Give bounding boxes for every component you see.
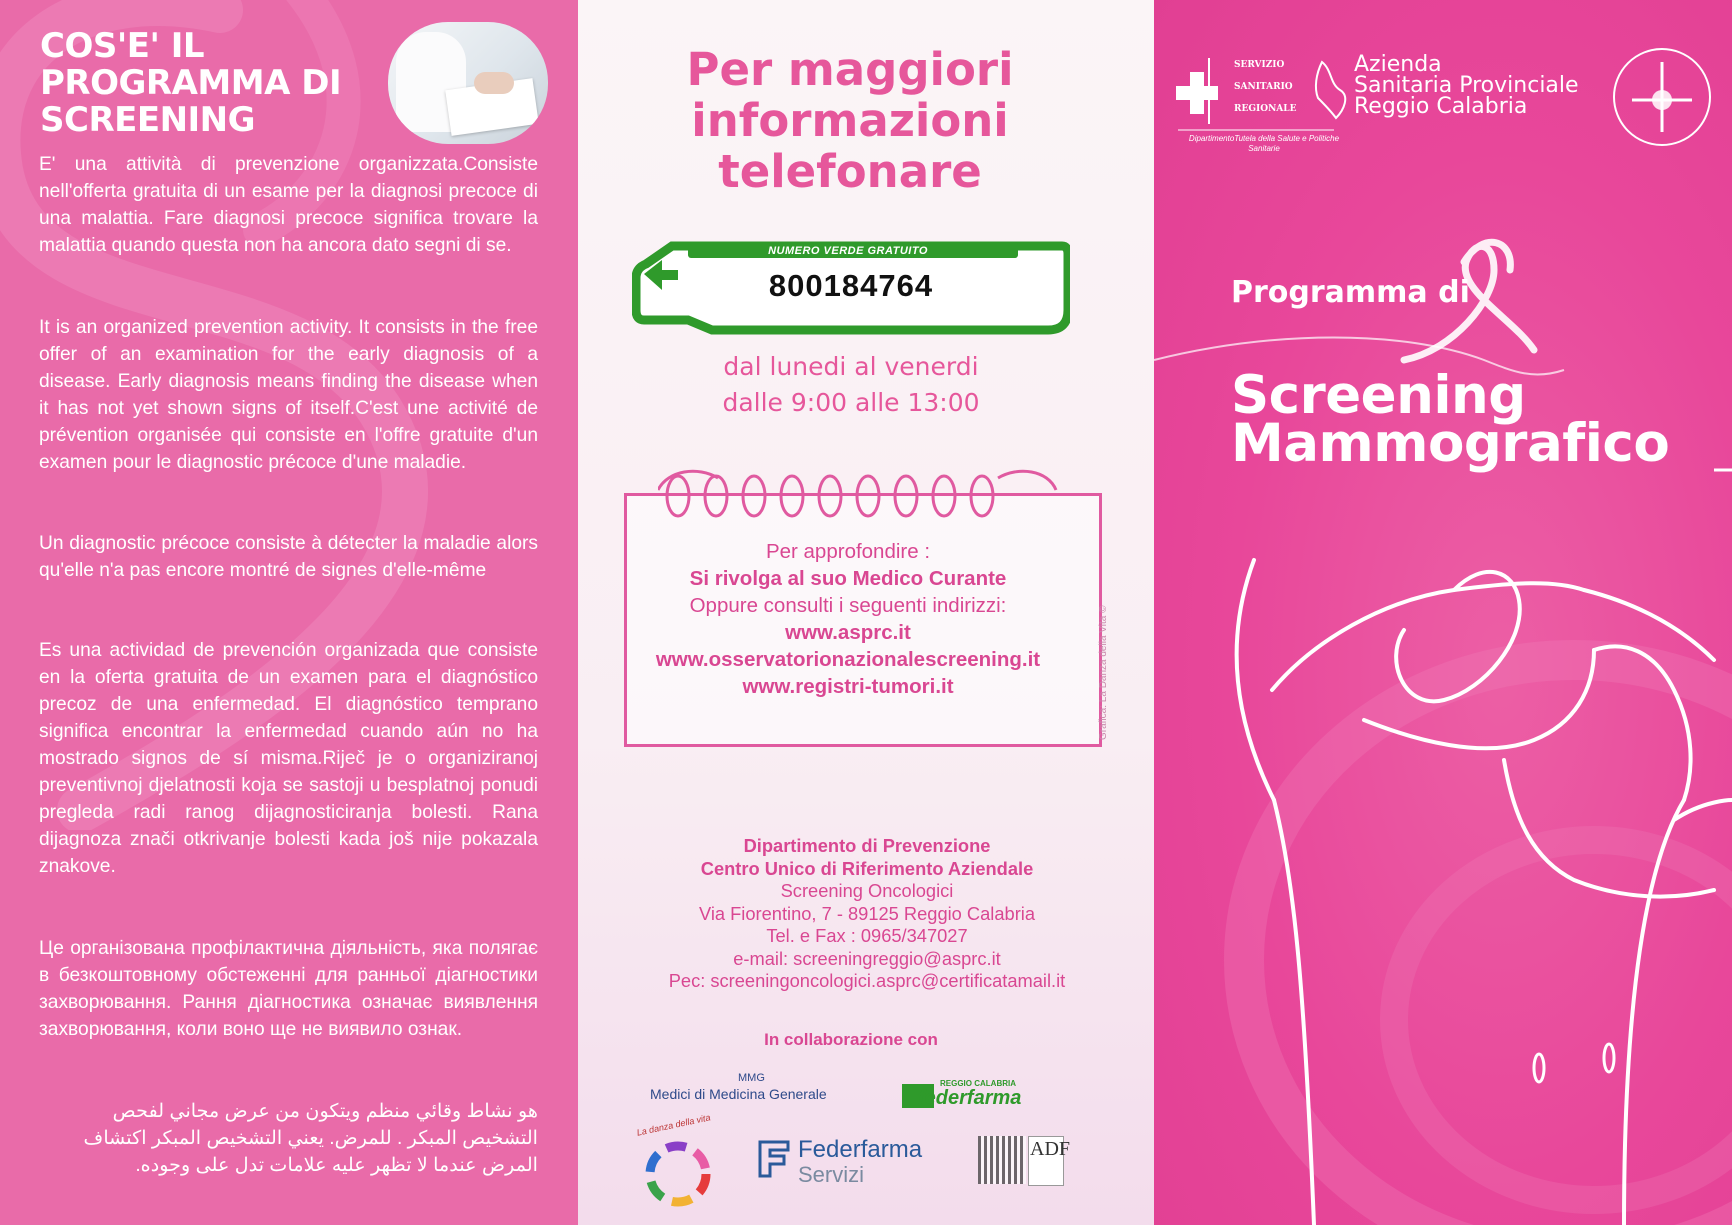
toll-free-badge: NUMERO VERDE GRATUITO xyxy=(768,245,928,257)
paragraph-arabic: هو نشاط وقائي منظم ويتكون من عرض مجاني لفحص التشخيص المبكر . للمرض. يعني التشخيص المبكر اكتشاف المرض عندما لا تظهر عليه علامات تدل على وجوده. xyxy=(83,1101,538,1176)
cover-panel: SERVIZIO SANITARIO REGIONALE DipartimentoTutela della Salute e Politiche Sanitarie Azienda Sanitaria Provinciale Reggio Calabria Programma di Screening Mammografico xyxy=(1154,0,1732,1225)
dept-pec[interactable]: Pec: screeningoncologici.asprc@certificatamail.it xyxy=(668,970,1066,991)
collab-title: In collaborazione con xyxy=(764,1030,938,1049)
notepad-box xyxy=(624,493,1102,747)
note-or-consult: Oppure consulti i seguenti indirizzi: xyxy=(689,594,1007,617)
phone-number[interactable]: 800184764 xyxy=(768,268,934,303)
paragraph-spanish-croatian: Es una actividad de prevención organizada que consiste en la oferta gratuita de un examen para el diagnóstico precoz de una enfermedad. El diagnóstico temprano significa encontrar la enfermedad cuando aún no ha mostrado signos de sí misma.Riječ je o organiziranoj preventivnoj djelatnosti koja se sastoji u besplatnoj ponudi pregleda radi ranog dijagnosticiranja bolesti. Rana dijagnoza znači otkrivanje bolesti kada još nije pokazala znakove. xyxy=(39,640,538,877)
dept-email[interactable]: e-mail: screeningreggio@asprc.it xyxy=(733,948,1001,969)
hours-time: dalle 9:00 alle 13:00 xyxy=(722,388,980,417)
dept-address: Via Fiorentino, 7 - 89125 Reggio Calabria xyxy=(698,903,1036,924)
cover-title-line1: Screening xyxy=(1231,365,1526,426)
paragraph-french: Un diagnostic précoce consiste à détecter la maladie alors qu'elle n'a pas encore montré de signes d'elle-même xyxy=(39,533,538,581)
link-osservatorio[interactable]: www.osservatorionazionalescreening.it xyxy=(655,648,1041,671)
paragraph-ukrainian: Це організована профілактична діяльність, яка полягає в безкоштовному обстеженні для ранньої діагностики захворювання. Рання діагностика означає виявлення захворювання, коли воно ще не виявило ознак. xyxy=(39,938,538,1040)
body-line-art xyxy=(1154,0,1732,1225)
dept-line: Screening Oncologici xyxy=(780,880,954,901)
link-registri-tumori[interactable]: www.registri-tumori.it xyxy=(742,675,954,698)
paragraph-italian: E' una attività di prevenzione organizzata.Consiste nell'offerta gratuita di un esame per la diagnosi precoce di una malattia. Fare diagnosi precoce significa trovare la malattia quando questa non ha ancora dato segni di se. xyxy=(39,154,538,256)
dept-center: Centro Unico di Riferimento Aziendale xyxy=(700,858,1034,879)
paragraph-english-french: It is an organized prevention activity. It consists in the free offer of an examination for the early diagnosis of a disease. Early diagnosis means finding the disease when it has not yet shown signs of itself.C'est une activité de prévention organisée qui consiste en l'offre gratuite d'un examen pour le diagnostic précoce d'une maladie. xyxy=(39,317,538,473)
dept-name: Dipartimento di Prevenzione xyxy=(743,835,991,856)
dept-phone: Tel. e Fax : 0965/347027 xyxy=(766,925,968,946)
note-intro: Per approfondire : xyxy=(765,540,931,563)
info-panel xyxy=(0,0,578,1225)
hours-days: dal lunedi al venerdi xyxy=(723,352,979,381)
contact-title: Per maggiori informazioni telefonare xyxy=(686,43,1014,198)
contact-panel: Per maggiori informazioni telefonare NUMERO VERDE GRATUITO 800184764 dal lunedi al venerdi dalle 9:00 alle 13:00 Per approfondire : Si rivolga al suo Medico Curante Oppure consulti i seguenti indirizzi: www.asprc.it www.osservatorionazionalescreening.it www.registri-tumori.it Dipartimento di Prevenzione Centro Unico di Riferimento Aziendale Screening Oncologici Via Fiorentino, 7 - 89125 Reggio Calabria Tel. e Fax : 0965/347027 e-mail: screeningreggio@asprc.it Pec: screeningoncologici.asprc@certificatamail.it In collaborazione con MMG Medici di Medicina Generale REGGIO CALABRIA federfarma La danza della vita Federfarma Servizi ADF xyxy=(578,0,1154,1225)
notepad-spiral xyxy=(658,460,1058,526)
link-asprc[interactable]: www.asprc.it xyxy=(785,621,911,644)
left-title: COS'E' IL PROGRAMMA DI SCREENING xyxy=(40,26,342,140)
doctor-photo xyxy=(388,22,548,144)
cover-title-line2: Mammografico xyxy=(1231,413,1670,474)
program-label: Programma di xyxy=(1231,275,1470,310)
note-doctor: Si rivolga al suo Medico Curante xyxy=(689,567,1007,590)
